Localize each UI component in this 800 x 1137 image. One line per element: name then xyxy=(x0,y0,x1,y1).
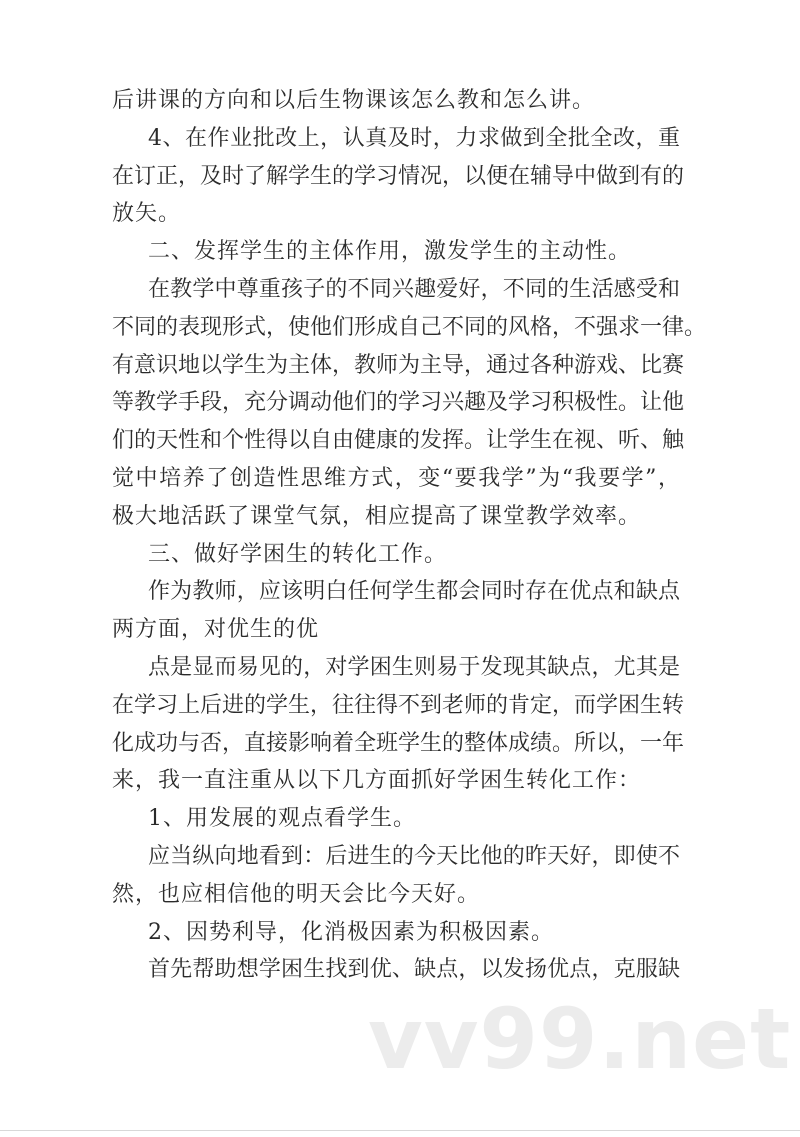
text-line: 然，也应相信他的明天会比今天好。 xyxy=(112,881,481,907)
text-line: 首先帮助想学困生找到优、缺点，以发扬优点，克服缺 xyxy=(148,957,680,983)
text-line: 觉中培养了创造性思维方式，变“要我学”为“我要学”， xyxy=(112,465,680,491)
text-line: 有意识地以学生为主体，教师为主导，通过各种游戏、比赛 xyxy=(112,352,685,378)
text-line: 们的天性和个性得以自由健康的发挥。让学生在视、听、触 xyxy=(112,428,685,454)
watermark: vv99.net xyxy=(368,990,792,1088)
text-line: 在学习上后进的学生，往往得不到老师的肯定，而学困生转 xyxy=(112,692,685,718)
text-line: 三、做好学困生的转化工作。 xyxy=(148,541,448,567)
text-line: 点是显而易见的，对学困生则易于发现其缺点，尤其是 xyxy=(148,654,680,680)
text-line: 作为教师，应该明白任何学生都会同时存在优点和缺点 xyxy=(148,579,680,605)
text-line: 极大地活跃了课堂气氛，相应提高了课堂教学效率。 xyxy=(112,503,642,529)
text-line: 不同的表现形式，使他们形成自己不同的风格，不强求一律。 xyxy=(112,314,707,340)
text-line: 4、在作业批改上，认真及时，力求做到全批全改，重 xyxy=(148,125,680,151)
text-line: 放矢。 xyxy=(112,201,182,227)
text-line: 两方面，对优生的优 xyxy=(112,617,320,643)
text-line: 后讲课的方向和以后生物课该怎么教和怎么讲。 xyxy=(112,88,596,113)
text-line: 来，我一直注重从以下几方面抓好学困生转化工作： xyxy=(112,768,642,794)
text-line: 在订正，及时了解学生的学习情况，以便在辅导中做到有的 xyxy=(112,163,685,189)
text-line: 在教学中尊重孩子的不同兴趣爱好，不同的生活感受和 xyxy=(148,276,680,302)
text-line: 等教学手段，充分调动他们的学习兴趣及学习积极性。让他 xyxy=(112,390,685,416)
text-line: 应当纵向地看到：后进生的今天比他的昨天好，即使不 xyxy=(148,843,680,869)
document-body xyxy=(112,82,707,989)
text-line: 2、因势利导，化消极因素为积极因素。 xyxy=(148,919,554,945)
text-line: 化成功与否，直接影响着全班学生的整体成绩。所以，一年 xyxy=(112,730,685,756)
text-line: 1、用发展的观点看学生。 xyxy=(148,806,416,832)
text-line: 二、发挥学生的主体作用，激发学生的主动性。 xyxy=(148,239,632,265)
